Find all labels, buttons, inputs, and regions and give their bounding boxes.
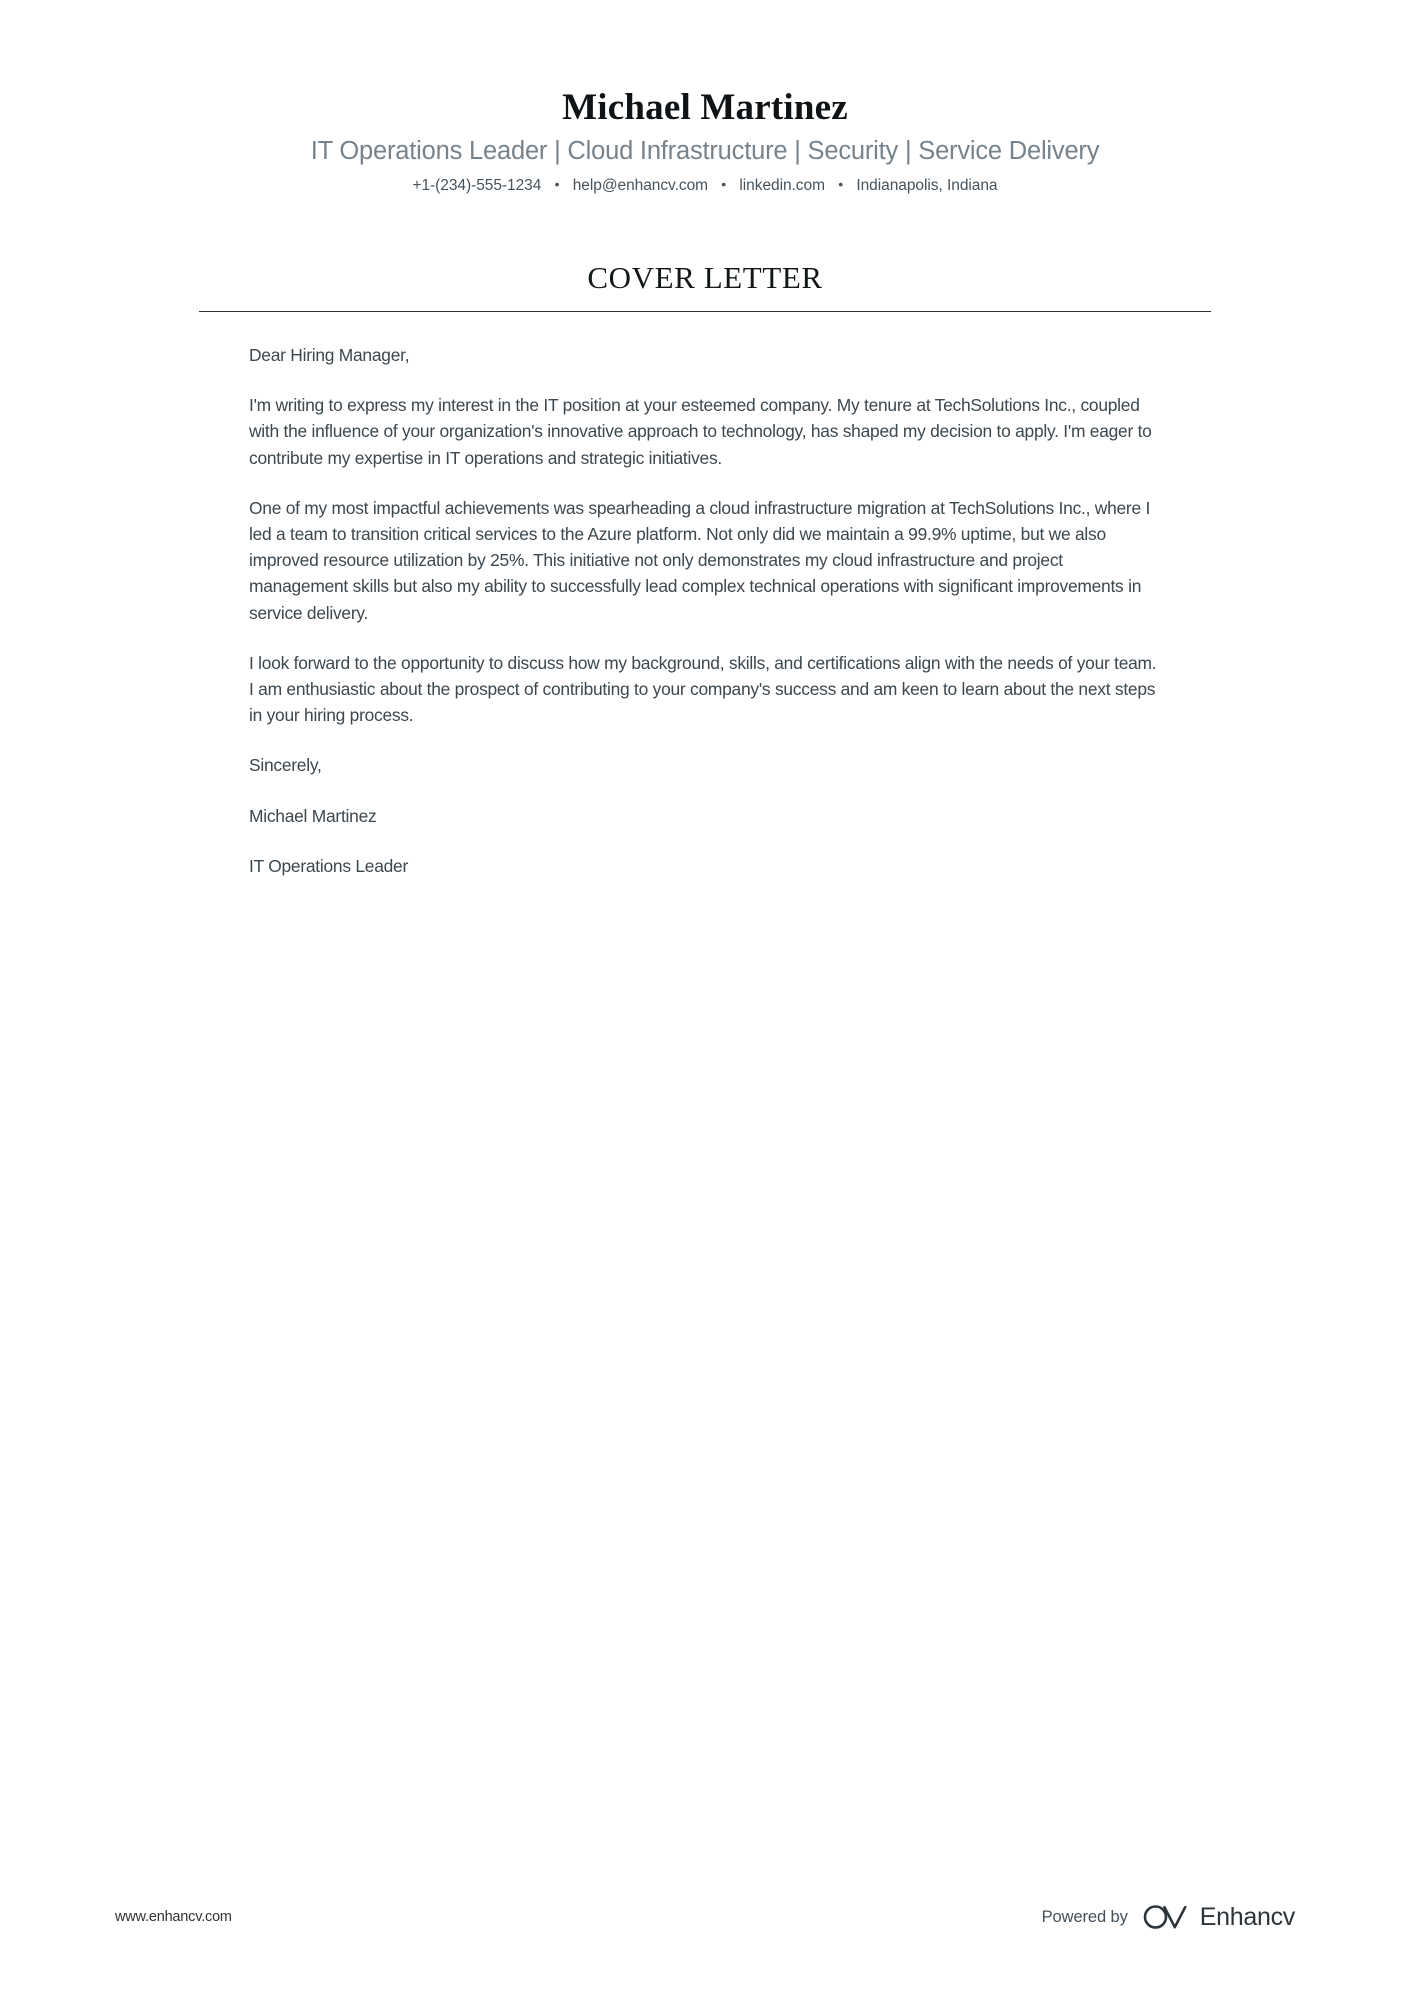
contact-email[interactable]: help@enhancv.com: [572, 177, 708, 194]
letter-paragraph-2: One of my most impactful achievements was spearheading a cloud infrastructure migration at TechSolutions Inc., where I led a team to transition critical services to the Azure platform. Not only did we maintain a 99.9% uptime, but we also improved resource utilization by 25%. This initiative not only demonstrates my cloud infrastructure and project management skills but also my ability to successfully lead complex technical operations with significant improvements in service delivery.: [249, 497, 1151, 623]
candidate-name: Michael Martinez: [562, 87, 848, 128]
section-title: COVER LETTER: [587, 260, 823, 295]
enhancv-infinity-logo-icon: [1142, 1902, 1188, 1932]
contact-line: [0, 173, 1410, 197]
contact-linkedin[interactable]: linkedin.com: [739, 177, 825, 194]
contact-phone: +1-(234)-555-1234: [412, 177, 542, 194]
contact-separator-icon: •: [838, 176, 844, 192]
brand-name: Enhancv: [1199, 1902, 1295, 1931]
letter-signature-name: Michael Martinez: [249, 805, 377, 826]
powered-by-label: Powered by: [1041, 1907, 1128, 1926]
letter-signature-title: IT Operations Leader: [249, 855, 409, 876]
contact-separator-icon: •: [554, 176, 560, 192]
footer-brand-block: [1042, 1902, 1295, 1932]
letter-body: [249, 312, 1161, 879]
letter-paragraph-3: I look forward to the opportunity to discuss how my background, skills, and certifications align with the needs of your team. I am enthusiastic about the prospect of contributing to your company's success and am keen to learn about the next steps in your hiring process.: [249, 652, 1157, 726]
document-header: [0, 0, 1410, 197]
document-footer: [0, 1897, 1410, 1937]
footer-website-url[interactable]: www.enhancv.com: [115, 1909, 232, 1925]
candidate-headline: IT Operations Leader | Cloud Infrastructure | Security | Service Delivery: [310, 137, 1100, 165]
cover-letter-section-header: [199, 197, 1211, 312]
contact-location: Indianapolis, Indiana: [856, 177, 998, 194]
letter-salutation: Dear Hiring Manager,: [249, 345, 410, 365]
letter-paragraph-1: I'm writing to express my interest in the IT position at your esteemed company. My tenure at TechSolutions Inc., coupled with the influence of your organization's innovative approach to technology, has shaped my decision to apply. I'm eager to contribute my expertise in IT operations and strategic initiatives.: [249, 395, 1152, 468]
contact-separator-icon: •: [721, 176, 727, 192]
letter-closing: Sincerely,: [249, 755, 322, 776]
